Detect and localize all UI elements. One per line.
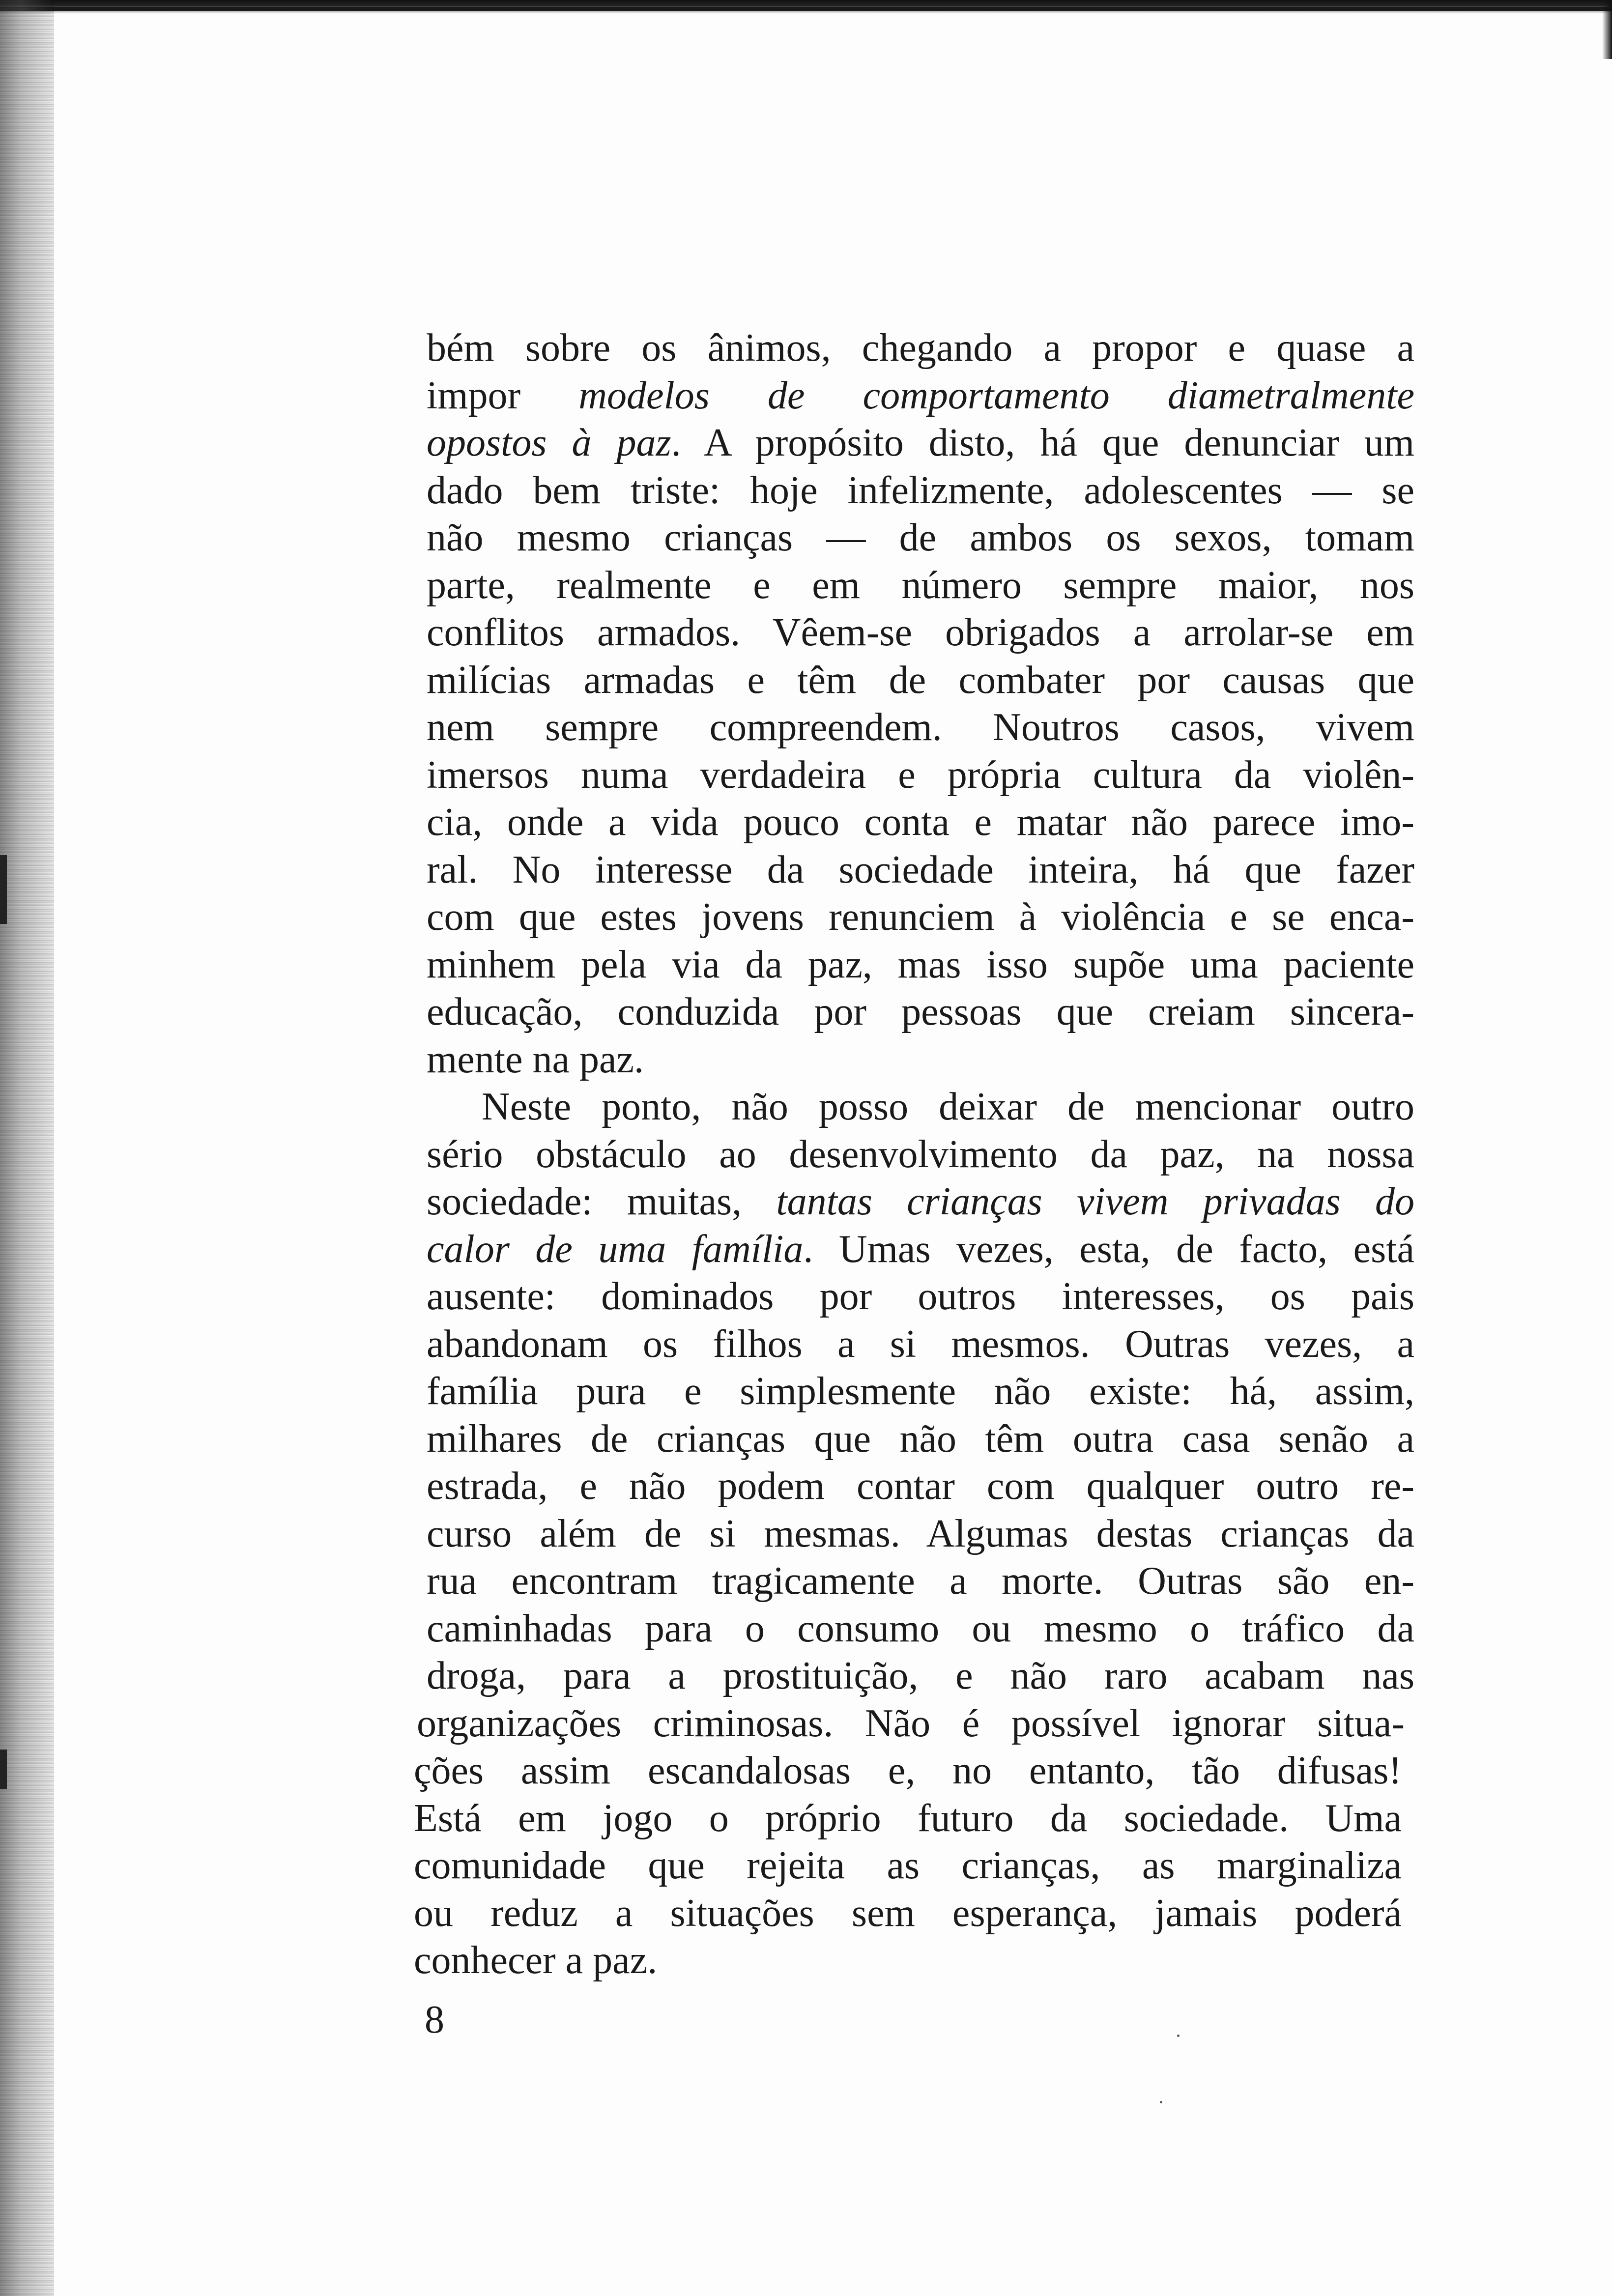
scan-right-edge — [1602, 0, 1612, 59]
text-segment: cia, onde a vida pouco conta e matar não parece imo- — [427, 801, 1414, 844]
text-line — [427, 419, 1414, 467]
text-line — [414, 1842, 1402, 1890]
scan-left-mark — [0, 1750, 7, 1789]
text-line — [414, 1937, 1402, 1984]
scan-speck — [1177, 2035, 1180, 2037]
text-segment: rua encontram tragicamente a morte. Outras são en- — [427, 1559, 1414, 1603]
text-segment: Neste ponto, não posso deixar de mencionar outro — [482, 1085, 1414, 1128]
text-segment: ções assim escandalosas e, no entanto, tão difusas! — [414, 1749, 1402, 1792]
italic-text: modelos de comportamento diametralmente — [578, 373, 1414, 417]
text-segment: mente na paz. — [427, 1037, 644, 1081]
text-line — [414, 1795, 1402, 1842]
page-number: 8 — [425, 1998, 444, 2041]
text-segment: impor — [427, 373, 579, 417]
text-line — [427, 941, 1414, 989]
text-line — [427, 324, 1414, 372]
text-segment: minhem pela via da paz, mas isso supõe uma paciente — [427, 943, 1414, 986]
italic-text: tantas crianças vivem privadas do — [776, 1180, 1414, 1223]
text-line — [427, 1368, 1414, 1415]
text-segment: educação, conduzida por pessoas que creiam sincera- — [427, 990, 1414, 1033]
text-line — [427, 657, 1414, 704]
text-line — [427, 1510, 1414, 1558]
text-line — [427, 988, 1414, 1036]
text-segment: ausente: dominados por outros interesses, os pais — [427, 1275, 1414, 1318]
text-segment: Está em jogo o próprio futuro da sociedade. Uma — [414, 1796, 1402, 1840]
text-line — [427, 514, 1414, 562]
text-segment: não mesmo crianças — de ambos os sexos, tomam — [427, 516, 1414, 559]
text-segment: sociedade: muitas, — [427, 1180, 777, 1223]
text-line — [427, 1320, 1414, 1368]
text-segment: milícias armadas e têm de combater por causas que — [427, 658, 1414, 702]
text-line — [427, 799, 1414, 846]
text-line — [427, 751, 1414, 799]
text-line — [427, 1178, 1414, 1226]
text-segment: milhares de crianças que não têm outra casa senão a — [427, 1417, 1414, 1461]
text-segment: nem sempre compreendem. Noutros casos, vivem — [427, 706, 1414, 749]
text-segment: estrada, e não podem contar com qualquer outro re- — [427, 1464, 1414, 1508]
text-segment: imersos numa verdadeira e própria cultura da violên- — [427, 753, 1414, 797]
text-line — [427, 1463, 1414, 1510]
text-segment: dado bem triste: hoje infelizmente, adolescentes — se — [427, 468, 1414, 512]
text-line — [417, 1700, 1405, 1748]
text-line — [427, 609, 1414, 657]
text-segment: conflitos armados. Vêem-se obrigados a arrolar-se em — [427, 611, 1414, 654]
text-segment: com que estes jovens renunciem à violência e se enca- — [427, 895, 1414, 939]
text-segment: bém sobre os ânimos, chegando a propor e quase a — [427, 326, 1414, 370]
text-segment: ral. No interesse da sociedade inteira, há que fazer — [427, 848, 1414, 891]
text-line — [427, 704, 1414, 751]
text-line — [427, 1036, 1414, 1084]
text-segment: caminhadas para o consumo ou mesmo o tráfico da — [427, 1607, 1414, 1650]
text-segment: organizações criminosas. Não é possível ignorar situa- — [417, 1701, 1405, 1745]
text-segment: . Umas vezes, esta, de facto, está — [803, 1227, 1414, 1271]
text-line — [427, 1652, 1414, 1700]
text-line — [427, 1083, 1414, 1131]
text-line — [427, 1557, 1414, 1605]
scan-top-rule — [0, 7, 1612, 11]
text-segment: família pura e simplesmente não existe: há, assim, — [427, 1370, 1414, 1413]
text-line — [427, 1415, 1414, 1463]
text-line — [427, 372, 1414, 420]
text-line — [427, 846, 1414, 894]
text-line — [427, 1226, 1414, 1273]
italic-text: opostos à paz — [427, 421, 671, 464]
text-line — [414, 1890, 1402, 1937]
text-segment: conhecer a paz. — [414, 1939, 658, 1982]
scan-left-mark — [0, 855, 7, 924]
text-line — [427, 562, 1414, 609]
italic-text: calor de uma família — [427, 1227, 804, 1271]
text-segment: parte, realmente e em número sempre maior, nos — [427, 563, 1414, 607]
text-segment: ou reduz a situações sem esperança, jamais poderá — [414, 1891, 1402, 1935]
scan-speck — [1160, 2101, 1162, 2103]
scan-left-edge — [0, 0, 54, 2296]
text-segment: . A propósito disto, há que denunciar um — [671, 421, 1415, 464]
body-text — [414, 324, 1415, 1984]
text-line — [427, 467, 1414, 515]
text-line — [427, 1273, 1414, 1320]
text-segment: abandonam os filhos a si mesmos. Outras vezes, a — [427, 1322, 1414, 1366]
text-line — [427, 1131, 1414, 1178]
text-line — [427, 1605, 1414, 1653]
text-segment: sério obstáculo ao desenvolvimento da paz, na nossa — [427, 1132, 1414, 1176]
text-line — [427, 893, 1414, 941]
text-segment: droga, para a prostituição, e não raro acabam nas — [427, 1654, 1414, 1697]
text-line — [414, 1747, 1402, 1795]
text-segment: comunidade que rejeita as crianças, as marginaliza — [414, 1844, 1402, 1887]
text-segment: curso além de si mesmas. Algumas destas crianças da — [427, 1512, 1414, 1555]
